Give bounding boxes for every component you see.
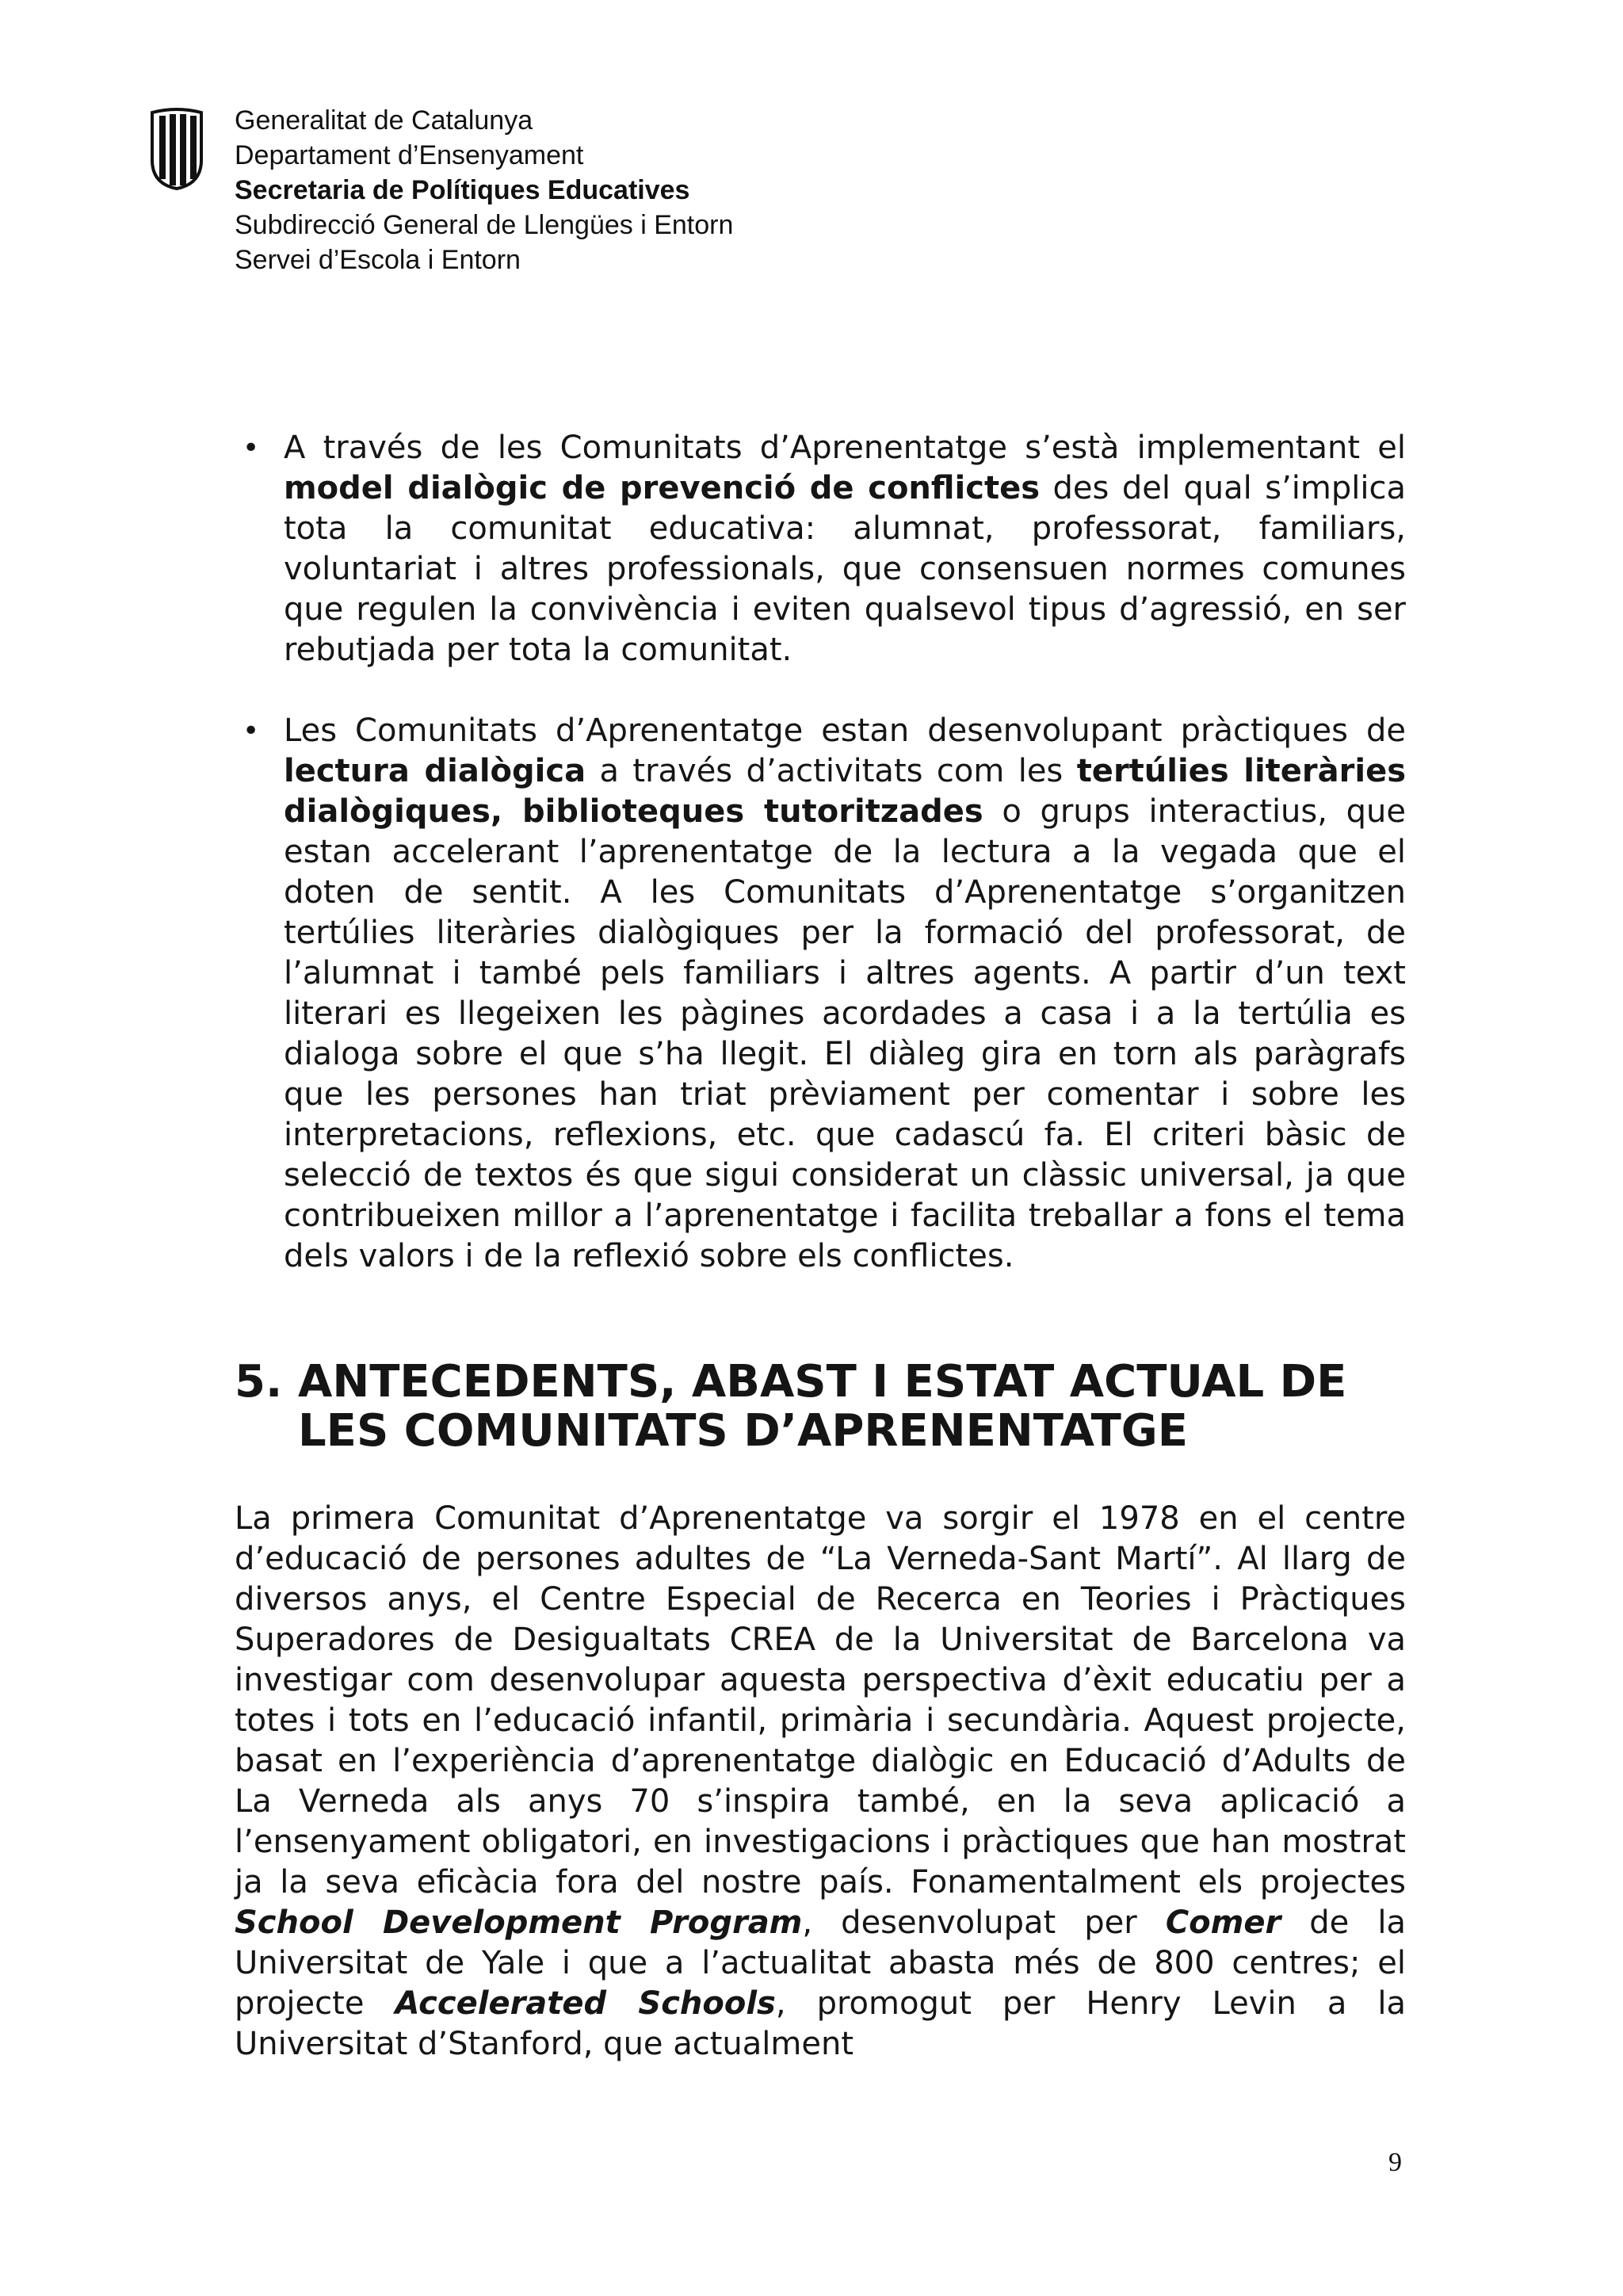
bullet2-text-c: o grups interactius, que estan accelerant l’aprenentatge de la lectura a la vegada que el doten de sentit. A les Comunitats d’Aprenentatge s’organitzen tertúlies literàries dialògiques per la formació del professorat, de l’alumnat i també pels familiars i altres agents. A partir d’un text literari es llegeixen les pàgines acordades a casa i a la tertúlia es dialoga sobre el que s’ha llegit. El diàleg gira en torn als paràgrafs que les persones han triat prèviament per comentar i sobre les interpretacions, reflexions, etc. que cadascú fa. El criteri bàsic de selecció de textos és que sigui considerat un clàssic universal, ja que contribueixen millor a l’aprenentatge i facilita treballar a fons el tema dels valors i de la reflexió sobre els conflictes. [284,793,1406,1274]
bullet-item-dialogic-reading [235,711,1406,1277]
org-department: Departament d’Ensenyament [235,140,584,170]
org-secretariat: Secretaria de Polítiques Educatives [235,175,690,205]
bullet-item-conflict-prevention [235,428,1406,670]
bullet2-text-a: Les Comunitats d’Aprenentatge estan desenvolupant pràctiques de [284,712,1406,749]
para-text-d: , promogut per Henry Levin a la Universitat d’Stanford, que actualment [235,1985,1406,2062]
bullet2-bold-reading: lectura dialògica [284,753,586,789]
bullet2-text-b: a través d’activitats com les [586,753,1077,789]
section-heading [235,1358,1406,1456]
para-comer: Comer [1165,1904,1281,1941]
para-text-a: La primera Comunitat d’Aprenentatge va sorgir el 1978 en el centre d’educació de persones adultes de “La Verneda-Sant Martí”. Al llarg de diversos anys, el Centre Especial de Recerca en Teories i Pràctiques Superadores de Desigualtats CREA de la Universitat de Barcelona va investigar com desenvolupar aquesta perspectiva d’èxit educatiu per a totes i tots en l’educació infantil, primària i secundària. Aquest projecte, basat en l’experiència d’aprenentatge dialògic en Educació d’Adults de La Verneda als anys 70 s’inspira també, en la seva aplicació a l’ensenyament obligatori, en investigacions i pràctiques que han mostrat ja la seva eficàcia fora del nostre país. Fonamentalment els projectes [235,1500,1406,1901]
section-title-line1: ANTECEDENTS, ABAST I ESTAT ACTUAL DE [298,1356,1347,1408]
page-number: 9 [1388,2148,1402,2177]
bullet-icon: • [242,715,260,747]
org-service: Servei d’Escola i Entorn [235,245,521,275]
para-accelerated-schools: Accelerated Schools [395,1985,776,2022]
history-paragraph [235,1499,1406,2065]
bullet2-bold-gatherings: tertúlies literàries dialògiques, biblioteques tutoritzades [284,753,1407,830]
bullet1-text-a: A través de les Comunitats d’Aprenentatge s’està implementant el [284,430,1406,466]
organization-lines [235,103,948,277]
org-generalitat: Generalitat de Catalunya [235,105,533,136]
bullet1-text-b: des del qual s’implica tota la comunitat educativa: alumnat, professorat, familiars, voluntariat i altres professionals, que consensuen normes comunes que regulen la convivència i eviten qualsevol tipus d’agressió, en ser rebutjada per tota la comunitat. [284,470,1406,668]
org-subdirectorate: Subdirecció General de Llengües i Entorn [235,210,734,240]
bullet-icon: • [242,432,260,464]
para-school-development-program: School Development Program [235,1904,803,1941]
para-text-b: , desenvolupat per [802,1904,1166,1941]
generalitat-coat-of-arms-icon [149,108,204,190]
para-text-c: de la Universitat de Yale i que a l’actualitat abasta més de 800 centres; el projecte [235,1904,1406,2022]
section-title-line2: LES COMUNITATS D’APRENENTATGE [298,1405,1189,1457]
document-body [235,428,1406,2096]
bullet1-bold-model: model dialògic de prevenció de conflictes [284,470,1041,506]
section-number: 5. [235,1356,283,1408]
